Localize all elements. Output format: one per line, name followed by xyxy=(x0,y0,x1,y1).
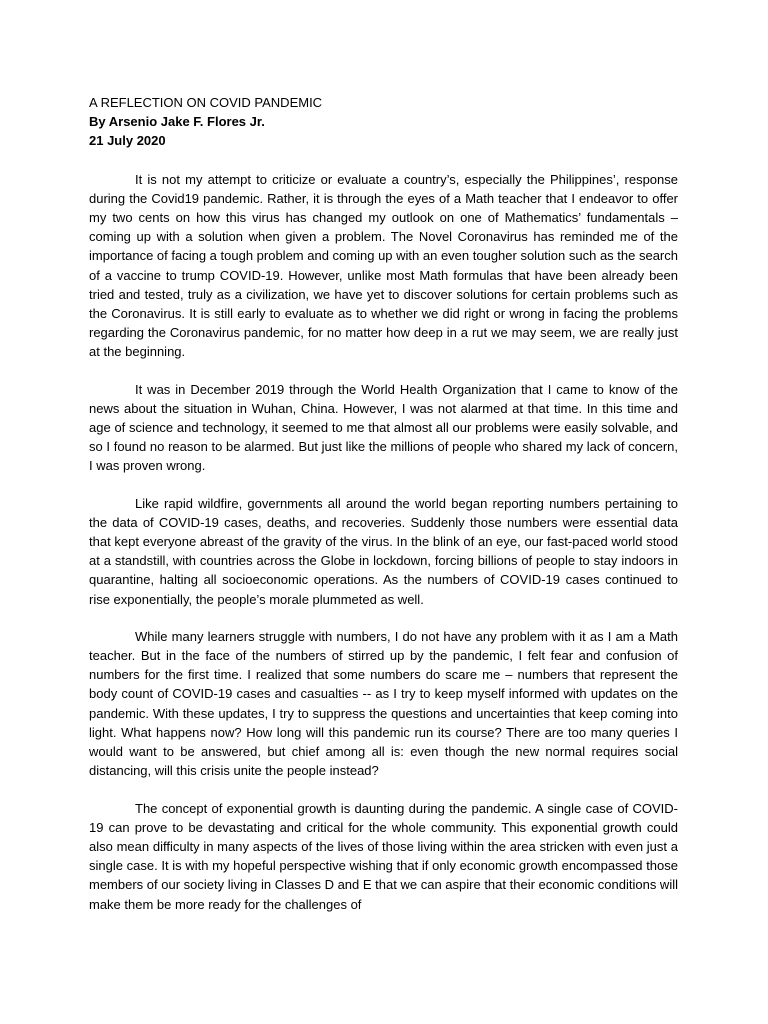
document-body xyxy=(89,170,678,914)
paragraph: It was in December 2019 through the World Health Organization that I came to know of the news about the situation in Wuhan, China. However, I was not alarmed at that time. In this time and age of science and technology, it seemed to me that almost all our problems were easily solvable, and so I found no reason to be alarmed. But just like the millions of people who shared my lack of concern, I was proven wrong. xyxy=(89,381,678,474)
document-header xyxy=(89,93,678,151)
paragraph: The concept of exponential growth is daunting during the pandemic. A single case of COVID-19 can prove to be devastating and critical for the whole community. This exponential growth could also mean difficulty in many aspects of the lives of those living within the area stricken with even just a single case. It is with my hopeful perspective wishing that if only economic growth encompassed those members of our society living in Classes D and E that we can aspire that their economic conditions will make them be more ready for the challenges of xyxy=(89,800,678,912)
document-page xyxy=(89,93,678,932)
document-title: A REFLECTION ON COVID PANDEMIC xyxy=(89,95,323,110)
document-date: 21 July 2020 xyxy=(89,133,166,149)
paragraph: While many learners struggle with numbers, I do not have any problem with it as I am a Math teacher. But in the face of the numbers of stirred up by the pandemic, I felt fear and confusion of numbers for the first time. I realized that some numbers do scare me – numbers that represent the body count of COVID-19 cases and casualties -- as I try to keep myself informed with updates on the pandemic. With these updates, I try to suppress the questions and uncertainties that keep coming into light. What happens now? How long will this pandemic run its course? There are too many queries I would want to be answered, but chief among all is: even though the new normal requires social distancing, will this crisis unite the people instead? xyxy=(89,628,678,779)
paragraph: Like rapid wildfire, governments all around the world began reporting numbers pertaining to the data of COVID-19 cases, deaths, and recoveries. Suddenly those numbers were essential data that kept everyone abreast of the gravity of the virus. In the blink of an eye, our fast-paced world stood at a standstill, with countries across the Globe in lockdown, forcing billions of people to stay indoors in quarantine, halting all socioeconomic operations. As the numbers of COVID-19 cases continued to rise exponentially, the people’s morale plummeted as well. xyxy=(89,495,678,607)
document-author: By Arsenio Jake F. Flores Jr. xyxy=(89,114,265,130)
paragraph: It is not my attempt to criticize or evaluate a country’s, especially the Philippines’, response during the Covid19 pandemic. Rather, it is through the eyes of a Math teacher that I endeavor to offer my two cents on how this virus has changed my outlook on one of Mathematics’ fundamentals – coming up with a solution when given a problem. The Novel Coronavirus has reminded me of the importance of facing a tough problem and coming up with an even tougher solution such as the search of a vaccine to trump COVID-19. However, unlike most Math formulas that have been already been tried and tested, truly as a civilization, we have yet to discover solutions for certain problems such as the Coronavirus. It is still early to evaluate as to whether we did right or wrong in facing the problems regarding the Coronavirus pandemic, for no matter how deep in a rut we may seem, we are really just at the beginning. xyxy=(89,171,678,360)
